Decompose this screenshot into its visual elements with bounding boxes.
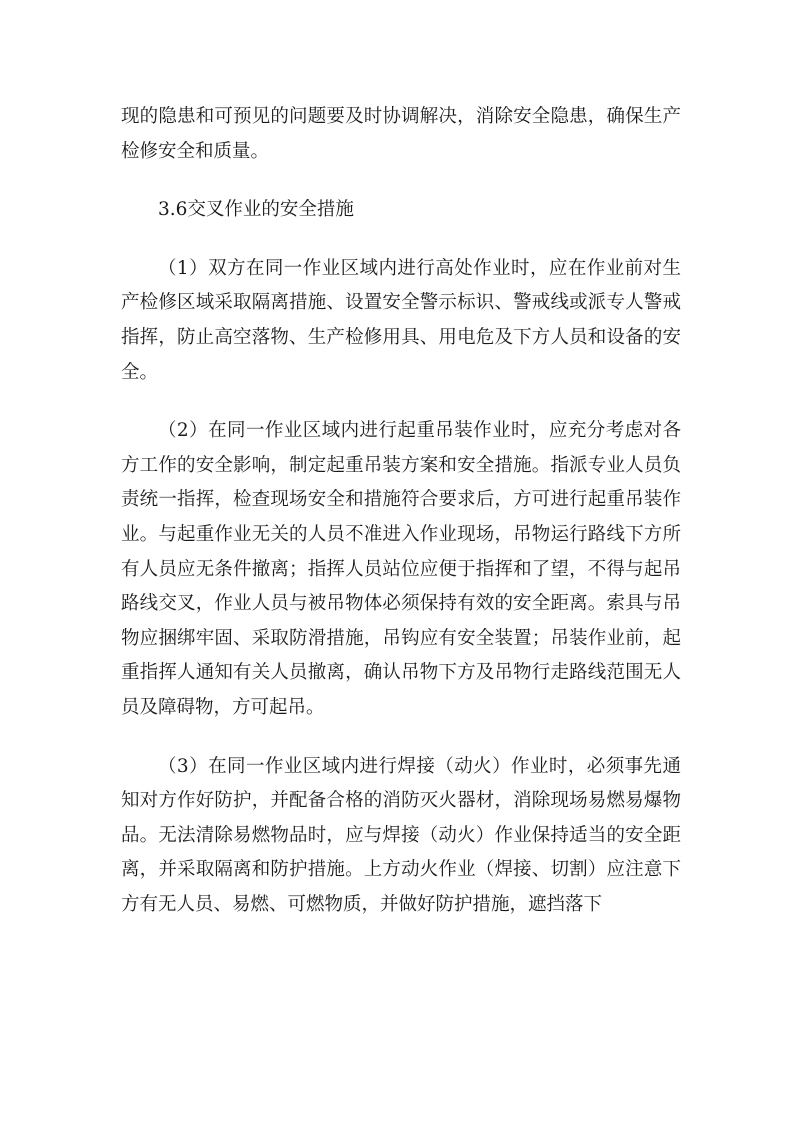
section-heading-3-6: 3.6交叉作业的安全措施 xyxy=(158,199,354,221)
paragraph-item-1: （1）双方在同一作业区域内进行高处作业时，应在作业前对生产检修区域采取隔离措施、设置安全警示标识、警戒线或派专人警戒指挥，防止高空落物、生产检修用具、用电危及下方人员和设备的安全。 xyxy=(121,257,681,383)
paragraph-item-3: （3）在同一作业区域内进行焊接（动火）作业时，必须事先通知对方作好防护，并配备合格的消防灭火器材，消除现场易燃易爆物品。无法清除易燃物品时，应与焊接（动火）作业保持适当的安全距离，并采取隔离和防护措施。上方动火作业（焊接、切割）应注意下方有无人员、易燃、可燃物质，并做好防护措施，遮挡落下 xyxy=(121,755,681,915)
paragraph-item-2: （2）在同一作业区域内进行起重吊装作业时，应充分考虑对各方工作的安全影响，制定起重吊装方案和安全措施。指派专业人员负责统一指挥，检查现场安全和措施符合要求后，方可进行起重吊装作业。与起重作业无关的人员不准进入作业现场，吊物运行路线下方所有人员应无条件撤离；指挥人员站位应便于指挥和了望，不得与起吊路线交叉，作业人员与被吊物体必须保持有效的安全距离。索具与吊物应捆绑牢固、采取防滑措施，吊钩应有安全装置；吊装作业前，起重指挥人通知有关人员撤离，确认吊物下方及吊物行走路线范围无人员及障碍物，方可起吊。 xyxy=(121,420,681,718)
document-body xyxy=(121,100,681,946)
paragraph-continuation: 现的隐患和可预见的问题要及时协调解决，消除安全隐患，确保生产检修安全和质量。 xyxy=(121,106,681,162)
